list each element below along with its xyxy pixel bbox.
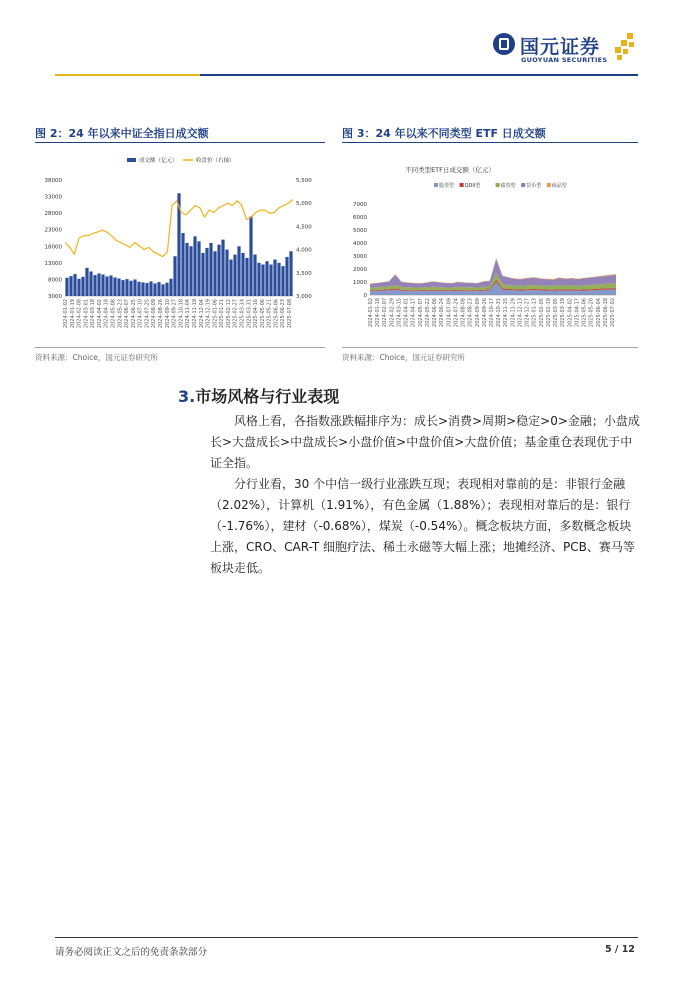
y-axis-tick: 6000 — [353, 215, 367, 221]
x-axis-tick: 2025-02-05 — [538, 298, 545, 328]
volume-bar — [229, 260, 232, 296]
x-axis-tick: 2024-05-22 — [424, 298, 431, 328]
volume-bar — [101, 274, 104, 296]
footer-disclaimer: 请务必阅读正文之后的免责条款部分 — [55, 947, 208, 958]
right-axis-tick: 5,000 — [296, 201, 312, 208]
x-axis-tick: 2024-05-08 — [110, 299, 117, 329]
volume-bar — [201, 253, 204, 296]
x-axis-tick: 2024-03-18 — [90, 299, 97, 329]
volume-bar — [173, 256, 176, 296]
x-axis-tick: 2024-12-19 — [205, 299, 212, 329]
volume-bar — [237, 246, 240, 296]
x-axis-tick: 2025-01-21 — [219, 299, 226, 329]
figure3-title: 图 3：24 年以来不同类型 ETF 日成交额 — [342, 127, 546, 140]
volume-bar — [269, 265, 272, 296]
x-axis-tick: 2025-07-02 — [610, 298, 616, 328]
volume-bar — [233, 255, 236, 296]
legend-label: QDII型 — [464, 183, 481, 189]
x-axis-tick: 2025-05-20 — [588, 298, 595, 328]
volume-bar — [149, 281, 152, 296]
volume-bar — [257, 263, 260, 296]
brand-name: 国元证券 — [520, 36, 601, 58]
right-axis-tick: 3,000 — [296, 294, 312, 300]
x-axis-tick: 2024-02-07 — [382, 298, 389, 328]
x-axis-tick: 2024-04-01 — [403, 298, 410, 328]
x-axis-tick: 2024-07-09 — [446, 298, 453, 328]
chart-title: 不同类型ETF日成交额（亿元） — [405, 166, 495, 174]
x-axis-tick: 2024-07-10 — [137, 299, 144, 329]
footer-rule — [55, 937, 638, 938]
volume-bar — [261, 265, 264, 296]
y-axis-tick: 4000 — [353, 241, 367, 247]
x-axis-tick: 2025-02-12 — [225, 299, 232, 329]
volume-bar — [165, 283, 168, 296]
brand-logo-icon — [493, 33, 515, 55]
section-number: 3. — [178, 387, 196, 406]
volume-bar — [73, 274, 76, 296]
x-axis-tick: 2024-09-10 — [164, 299, 171, 329]
page-number: 5 / 12 — [605, 944, 635, 955]
section-title: 市场风格与行业表现 — [195, 387, 340, 406]
volume-bar — [89, 271, 92, 296]
legend-label-volume: 成交额（亿元） — [139, 158, 178, 164]
volume-bar — [97, 273, 100, 296]
x-axis-tick: 2024-12-04 — [198, 299, 205, 329]
right-axis-tick: 4,500 — [296, 224, 312, 231]
left-axis-tick: 8000 — [48, 277, 62, 284]
figure3-top-rule — [342, 142, 638, 143]
volume-bar — [129, 281, 132, 296]
y-axis-tick: 1000 — [353, 280, 367, 286]
y-axis-tick: 3000 — [353, 254, 367, 260]
volume-bar — [121, 280, 124, 296]
volume-bar — [265, 261, 268, 296]
volume-bar — [217, 245, 220, 296]
x-axis-tick: 2024-09-26 — [481, 298, 488, 328]
right-axis-tick: 5,500 — [296, 178, 312, 184]
left-axis-tick: 28000 — [44, 211, 62, 218]
x-axis-tick: 2025-06-23 — [280, 299, 287, 329]
brand-name-en: GUOYUAN SECURITIES — [521, 56, 608, 64]
volume-bar — [141, 282, 144, 296]
y-axis-tick: 7000 — [353, 202, 367, 208]
x-axis-tick: 2024-11-04 — [185, 299, 192, 329]
x-axis-tick: 2024-06-25 — [130, 299, 137, 329]
volume-bar — [77, 279, 80, 296]
volume-bar — [153, 283, 156, 296]
x-axis-tick: 2025-03-05 — [553, 298, 560, 328]
header-rule-blue — [200, 74, 638, 76]
x-axis-tick: 2024-07-24 — [453, 298, 460, 328]
x-axis-tick: 2024-10-31 — [496, 298, 503, 328]
volume-bar — [117, 278, 120, 296]
legend-label: 货币型 — [526, 183, 542, 189]
x-axis-tick: 2024-04-02 — [96, 299, 103, 329]
x-axis-tick: 2024-06-07 — [124, 299, 131, 329]
paragraph-industry: 分行业看，30 个中信一级行业涨跌互现；表现相对靠前的是：非银行金融（2.02%），计算机（1.91%），有色金属（1.88%）；表现相对靠后的是：银行（-1.76%），建材（-0.68%），煤炭（-0.54%）。概念板块方面，多数概念板块上涨，CRO、CAR-T 细胞疗法、稀土永磁等大幅上涨；地摊经济、PCB、赛马等板块走低。 — [210, 477, 635, 575]
right-axis-tick: 4,000 — [296, 247, 312, 254]
x-axis-tick: 2024-02-08 — [76, 299, 83, 329]
x-axis-tick: 2024-03-15 — [396, 298, 403, 328]
x-axis-tick: 2025-04-02 — [567, 298, 574, 328]
x-axis-tick: 2024-10-17 — [489, 298, 495, 328]
x-axis-tick: 2024-09-09 — [474, 298, 481, 328]
brand-decoration-icon — [613, 33, 637, 61]
x-axis-tick: 2024-11-19 — [191, 299, 198, 329]
legend-swatch — [496, 183, 500, 187]
legend-label-close: 收盘价（右轴） — [196, 158, 235, 164]
volume-bar — [285, 257, 288, 296]
x-axis-tick: 2024-10-18 — [178, 299, 185, 329]
x-axis-tick: 2025-01-13 — [531, 298, 538, 328]
volume-bar — [113, 277, 116, 296]
volume-bar — [109, 275, 112, 296]
volume-bar — [213, 251, 216, 296]
x-axis-tick: 2025-03-31 — [246, 299, 253, 329]
volume-bar — [93, 275, 96, 296]
x-axis-tick: 2025-06-04 — [595, 298, 602, 328]
header-rule-gold — [55, 74, 200, 76]
x-axis-tick: 2024-01-02 — [63, 299, 69, 329]
left-axis-tick: 3000 — [48, 294, 62, 300]
x-axis-tick: 2024-12-27 — [524, 298, 531, 328]
x-axis-tick: 2024-09-27 — [171, 299, 178, 329]
volume-bar — [241, 253, 244, 296]
volume-bar — [249, 216, 252, 296]
figure3-source: 资料来源：Choice，国元证券研究所 — [342, 353, 465, 362]
figure2-chart — [35, 150, 325, 345]
volume-bar — [65, 278, 68, 296]
x-axis-tick: 2024-01-02 — [368, 298, 374, 328]
volume-bar — [197, 241, 200, 296]
x-axis-tick: 2025-05-21 — [266, 299, 273, 329]
volume-bar — [157, 282, 160, 296]
volume-bar — [137, 282, 140, 296]
x-axis-tick: 2025-04-17 — [574, 298, 581, 328]
x-axis-tick: 2024-08-26 — [158, 299, 165, 329]
figure2-bottom-rule — [35, 347, 325, 348]
volume-bar — [185, 243, 188, 296]
x-axis-tick: 2024-04-17 — [410, 298, 417, 328]
volume-bar — [273, 260, 276, 296]
y-axis-tick: 5000 — [353, 228, 367, 234]
legend-swatch — [547, 183, 551, 187]
x-axis-tick: 2025-06-06 — [273, 299, 280, 329]
legend-swatch — [434, 183, 438, 187]
left-axis-tick: 38000 — [44, 178, 62, 184]
section-body — [210, 411, 640, 579]
volume-bar — [281, 266, 284, 296]
volume-bar — [161, 284, 164, 296]
y-axis-tick: 2000 — [353, 267, 367, 273]
volume-bar — [221, 240, 224, 296]
volume-bar — [205, 248, 208, 296]
figure3-chart — [342, 150, 638, 345]
x-axis-tick: 2025-05-06 — [259, 299, 266, 329]
volume-bar — [69, 276, 72, 296]
volume-bar — [253, 255, 256, 296]
x-axis-tick: 2024-08-08 — [460, 298, 467, 328]
x-axis-tick: 2025-05-06 — [581, 298, 588, 328]
volume-bar — [245, 258, 248, 296]
left-axis-tick: 13000 — [44, 260, 62, 267]
x-axis-tick: 2024-08-09 — [151, 299, 158, 329]
legend-label: 债券型 — [500, 183, 516, 189]
x-axis-tick: 2025-06-18 — [602, 298, 609, 328]
legend-swatch — [521, 183, 525, 187]
x-axis-tick: 2024-05-07 — [417, 298, 424, 328]
volume-bar — [189, 246, 192, 296]
legend-label: 股票型 — [439, 183, 455, 189]
x-axis-tick: 2024-06-24 — [439, 298, 446, 328]
x-axis-tick: 2024-01-19 — [69, 299, 76, 329]
legend-swatch — [460, 183, 464, 187]
legend-label: 商品型 — [551, 183, 567, 189]
volume-bar — [193, 236, 196, 296]
x-axis-tick: 2025-02-27 — [232, 299, 239, 329]
x-axis-tick: 2025-03-14 — [239, 299, 246, 329]
x-axis-tick: 2024-05-23 — [117, 299, 124, 329]
volume-bar — [225, 250, 228, 296]
right-axis-tick: 3,500 — [296, 270, 312, 277]
x-axis-tick: 2024-08-23 — [467, 298, 474, 328]
volume-bar — [169, 279, 172, 296]
volume-bar — [209, 243, 212, 296]
volume-bar — [181, 233, 184, 296]
left-axis-tick: 18000 — [44, 244, 62, 251]
volume-bar — [125, 279, 128, 296]
paragraph-style: 风格上看，各指数涨跌幅排序为：成长>消费>周期>稳定>0>金融；小盘成长>大盘成长>中盘成长>小盘价值>中盘价值>大盘价值；基金重仓表现优于中证全指。 — [210, 414, 640, 470]
figure2-source: 资料来源：Choice，国元证券研究所 — [35, 353, 158, 362]
volume-bar — [277, 263, 280, 296]
left-axis-tick: 33000 — [44, 194, 62, 201]
x-axis-tick: 2024-06-06 — [432, 298, 439, 328]
figure2-title: 图 2：24 年以来中证全指日成交额 — [35, 127, 209, 140]
volume-bar — [133, 279, 136, 296]
y-axis-tick: 0 — [363, 293, 367, 299]
x-axis-tick: 2025-03-19 — [560, 298, 567, 328]
x-axis-tick: 2025-07-08 — [287, 299, 293, 329]
figure2-top-rule — [35, 142, 325, 143]
volume-bar — [145, 283, 148, 296]
x-axis-tick: 2024-02-29 — [389, 298, 396, 328]
x-axis-tick: 2025-04-16 — [253, 299, 260, 329]
x-axis-tick: 2024-04-18 — [103, 299, 110, 329]
volume-bar — [85, 268, 88, 296]
section-heading — [178, 384, 339, 407]
figure3-bottom-rule — [342, 347, 638, 348]
legend-swatch-volume — [127, 158, 136, 162]
x-axis-tick: 2024-01-18 — [375, 298, 382, 328]
x-axis-tick: 2024-11-29 — [510, 298, 517, 328]
volume-bar — [289, 251, 292, 296]
x-axis-tick: 2025-02-19 — [545, 298, 552, 328]
left-axis-tick: 23000 — [44, 227, 62, 234]
x-axis-tick: 2024-07-25 — [144, 299, 151, 329]
x-axis-tick: 2024-03-01 — [83, 299, 90, 329]
volume-bar — [81, 277, 84, 296]
x-axis-tick: 2024-12-13 — [517, 298, 524, 328]
x-axis-tick: 2024-11-15 — [503, 298, 510, 328]
x-axis-tick: 2025-01-06 — [212, 299, 219, 329]
volume-bar — [105, 276, 108, 296]
